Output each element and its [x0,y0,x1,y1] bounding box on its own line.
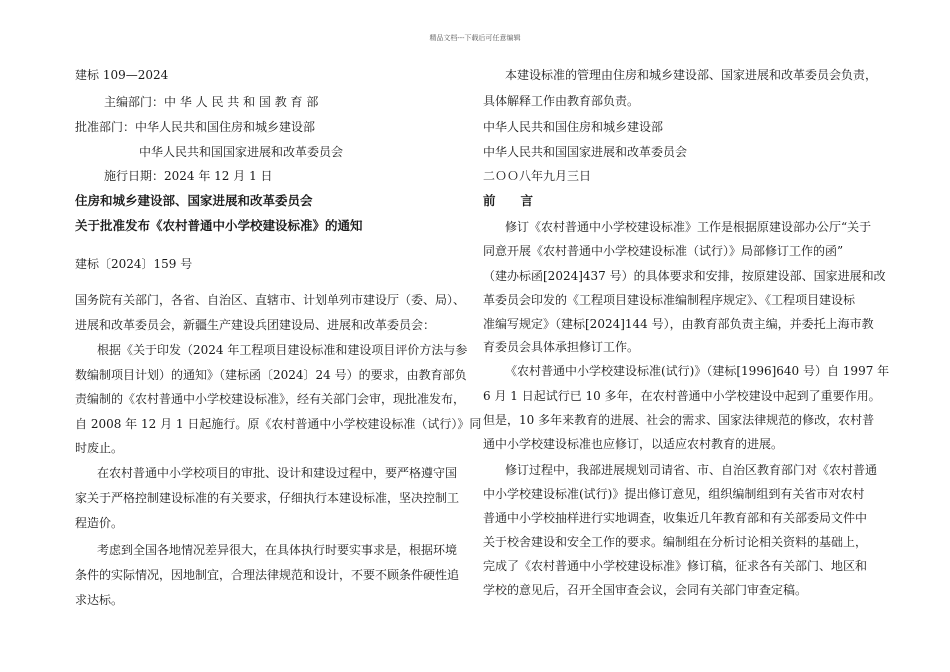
signatory-2: 中华人民共和国国家进展和改革委员会 [483,145,688,159]
paragraph-line: 求达标。 [75,593,124,607]
paragraph-line: 完成了《农村普通中小学校建设标准》修订稿，征求各有关部门、地区和 [483,559,868,573]
paragraph-line: 国务院有关部门，各省、自治区、直辖市、计划单列市建设厅（委、局）、 [75,293,466,307]
paragraph-line: 中小学校建设标准(试行)》提出修订意见，组织编制组到有关省市对农村 [483,487,865,501]
paragraph-line: 在农村普通中小学校项目的审批、设计和建设过程中，要严格遵守国 [97,466,458,480]
approver-department-2: 中华人民共和国国家进展和改革委员会 [139,145,344,159]
paragraph-line: （建办标函[2024]437 号）的具体要求和安排，按原建设部、国家进展和改 [483,269,886,283]
paragraph-line: 自 2008 年 12 月 1 日起施行。原《农村普通中小学校建设标准（试行）》同 [75,417,482,431]
paragraph-line: 学校的意见后，召开全国审查会议，会同有关部门审查定稿。 [483,583,808,597]
paragraph-line: 责编制的《农村普通中小学校建设标准》，经有关部门会审，现批准发布， [75,392,466,406]
paragraph-line: 通中小学校建设标准也应修订，以适应农村教育的进展。 [483,437,784,451]
paragraph-line: 革委员会印发的《工程项目建设标准编制程序规定》、《工程项目建设标 [483,293,856,307]
paragraph-line: 数编制项目计划）的通知》（建标函〔2024〕24 号）的要求，由教育部负 [75,368,467,382]
paragraph-line: 同意开展《农村普通中小学校建设标准（试行）》局部修订工作的函” [483,244,844,258]
paragraph-line: 程造价。 [75,516,124,530]
paragraph-line: 根据《关于印发（2024 年工程项目建设标准和建设项目评价方法与参 [97,343,468,357]
signing-date: 二ＯＯ八年九月三日 [483,169,592,183]
editor-department: 主编部门：中 华 人 民 共 和 国 教 育 部 [104,95,319,109]
paragraph-line: 育委员会具体承担修订工作。 [483,340,640,354]
paragraph-line: 《农村普通中小学校建设标准(试行)》（建标[1996]640 号）自 1997 年 [505,364,890,378]
document-number: 建标〔2024〕159 号 [75,257,193,271]
paragraph-line: 本建设标准的管理由住房和城乡建设部、国家进展和改革委员会负责， [505,68,878,82]
preface-title: 前 言 [483,193,534,208]
signatory-1: 中华人民共和国住房和城乡建设部 [483,120,664,134]
paragraph-line: 家关于严格控制建设标准的有关要求，仔细执行本建设标准，坚决控制工 [75,491,460,505]
paragraph-line: 准编写规定》（建标[2024]144 号），由教育部负责主编，并委托上海市教 [483,317,874,331]
paragraph-line: 具体解释工作由教育部负责。 [483,94,640,108]
paragraph-line: 修订过程中，我部进展规划司请省、市、自治区教育部门对《农村普通 [505,463,878,477]
paragraph-line: 考虑到全国各地情况差异很大，在具体执行时要实事求是，根据环境 [97,543,458,557]
paragraph-line: 进展和改革委员会，新疆生产建设兵团建设局、进展和改革委员会： [75,318,436,332]
paragraph-line: 关于校舍建设和安全工作的要求。编制组在分析讨论相关资料的基础上， [483,535,868,549]
paragraph-line: 条件的实际情况，因地制宜，合理法律规范和设计，不要不顾条件硬性追 [75,568,460,582]
standard-number: 建标 109—2024 [75,68,169,82]
effective-date: 施行日期：2024 年 12 月 1 日 [104,169,273,183]
paragraph-line: 但是，10 多年来教育的进展、社会的需求、国家法律规范的修改，农村普 [483,413,875,427]
notice-title-line-2: 关于批准发布《农村普通中小学校建设标准》的通知 [75,218,363,233]
paragraph-line: 6 月 1 日起试行已 10 多年，在农村普通中小学校建设中起到了重要作用。 [483,389,881,403]
notice-title-line-1: 住房和城乡建设部、国家进展和改革委员会 [75,193,313,208]
paragraph-line: 时废止。 [75,441,124,455]
paragraph-line: 普通中小学校抽样进行实地调查，收集近几年教育部和有关部委局文件中 [483,511,868,525]
paragraph-line: 修订《农村普通中小学校建设标准》工作是根据原建设部办公厅“关于 [505,220,872,234]
page-header: 精品文档---下载后可任意编辑 [429,34,521,42]
approver-department-1: 批准部门：中华人民共和国住房和城乡建设部 [75,120,316,134]
